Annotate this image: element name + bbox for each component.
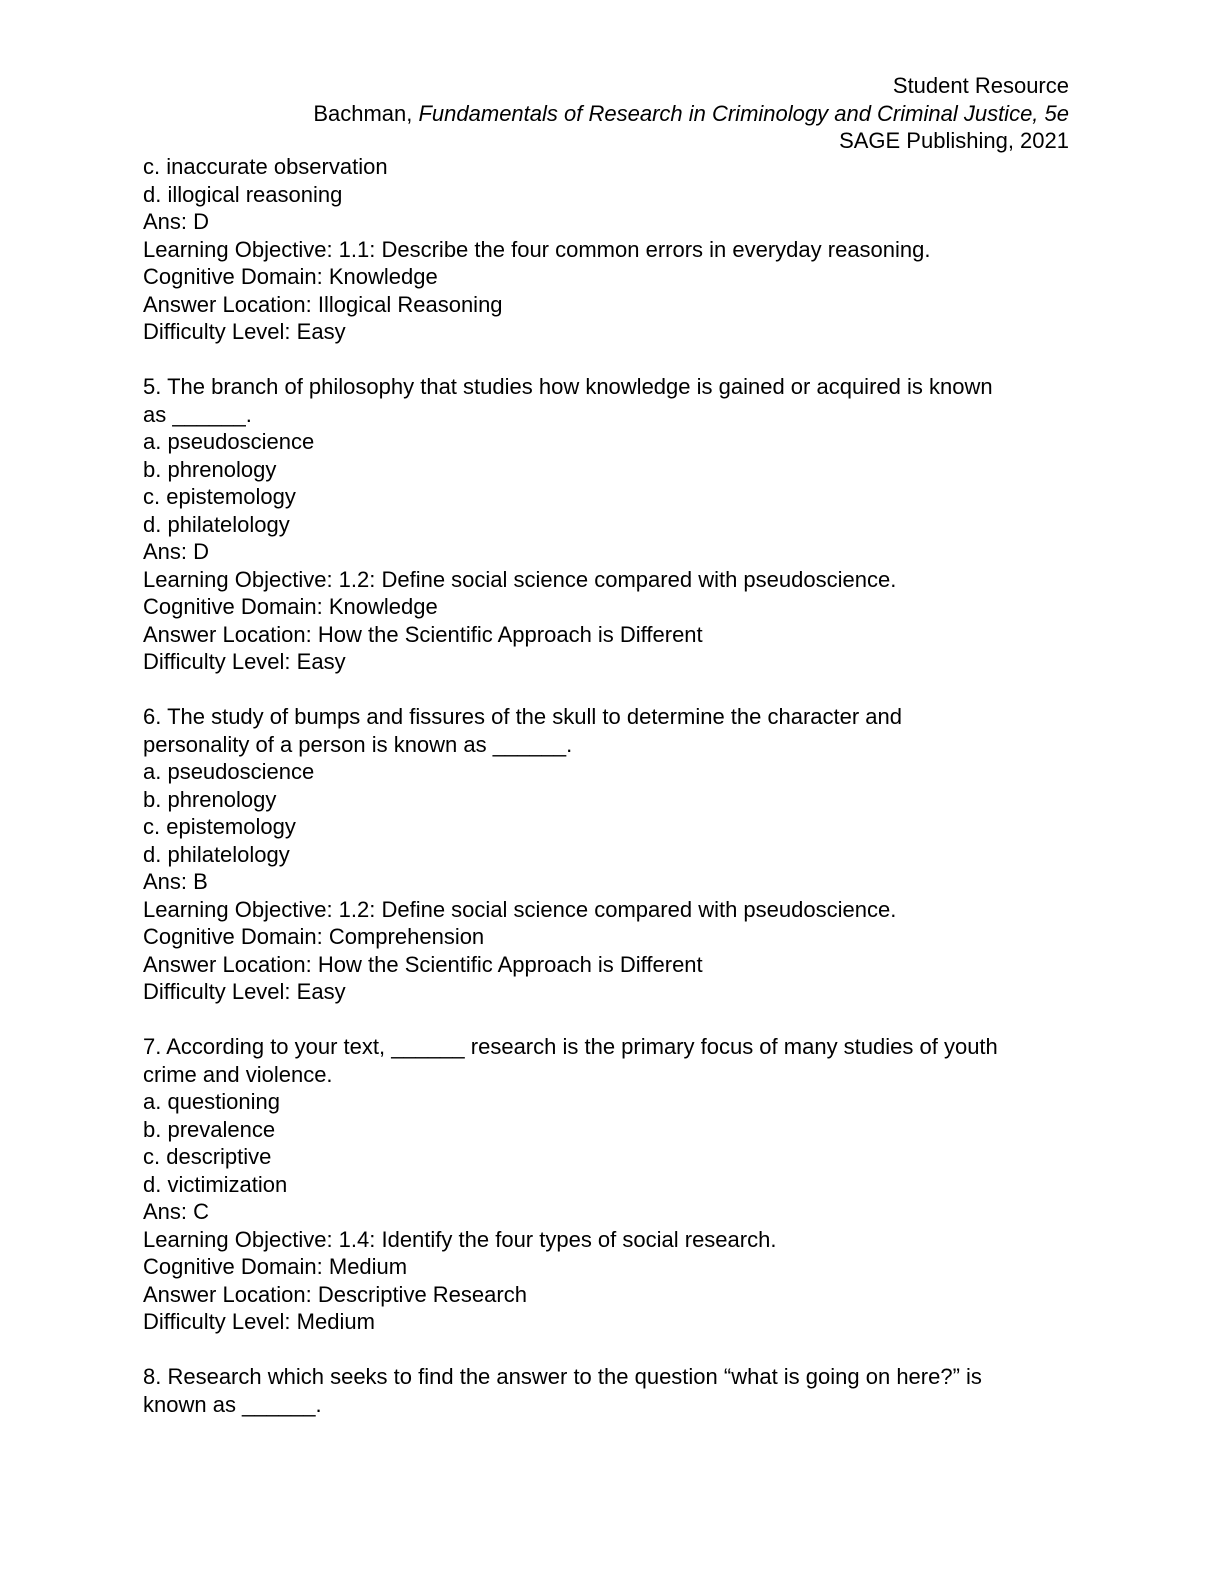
question-5 — [143, 373, 1073, 676]
option-a: a. pseudoscience — [143, 429, 315, 454]
answer: Ans: B — [143, 869, 208, 894]
question-6 — [143, 703, 1073, 1006]
learning-objective: Learning Objective: 1.2: Define social science compared with pseudoscience. — [143, 896, 897, 922]
question-stem: known as ______. — [143, 1391, 322, 1417]
header-book-title: Fundamentals of Research in Criminology and Criminal Justice, 5e — [418, 100, 1069, 126]
cognitive-domain: Cognitive Domain: Knowledge — [143, 264, 438, 289]
spacer — [143, 1006, 1073, 1034]
cognitive-domain: Cognitive Domain: Comprehension — [143, 924, 485, 949]
difficulty-level: Difficulty Level: Easy — [143, 979, 346, 1004]
spacer — [143, 1336, 1073, 1364]
answer-location: Answer Location: Descriptive Research — [143, 1281, 527, 1307]
option-b: b. prevalence — [143, 1116, 276, 1142]
answer: Ans: D — [143, 209, 210, 234]
answer: Ans: C — [143, 1199, 210, 1224]
question-stem: personality of a person is known as ______. — [143, 731, 573, 757]
difficulty-level: Difficulty Level: Medium — [143, 1309, 375, 1334]
cognitive-domain: Cognitive Domain: Knowledge — [143, 594, 438, 619]
question-stem: 5. The branch of philosophy that studies how knowledge is gained or acquired is known — [143, 374, 993, 399]
difficulty-level: Difficulty Level: Easy — [143, 649, 346, 674]
question-stem: 8. Research which seeks to find the answer to the question “what is going on here?” is — [143, 1364, 982, 1389]
page-header — [313, 72, 1069, 155]
question-stem: crime and violence. — [143, 1061, 333, 1087]
question-7 — [143, 1033, 1073, 1336]
header-author: Bachman, — [313, 100, 419, 126]
option-b: b. phrenology — [143, 786, 277, 812]
learning-objective: Learning Objective: 1.2: Define social science compared with pseudoscience. — [143, 566, 897, 592]
answer-location: Answer Location: Illogical Reasoning — [143, 291, 503, 317]
answer-location: Answer Location: How the Scientific Approach is Different — [143, 621, 703, 647]
option-a: a. questioning — [143, 1089, 280, 1114]
spacer — [143, 346, 1073, 374]
difficulty-level: Difficulty Level: Easy — [143, 319, 346, 344]
option-a: a. pseudoscience — [143, 759, 315, 784]
question-4-tail — [143, 153, 1073, 346]
answer-location: Answer Location: How the Scientific Approach is Different — [143, 951, 703, 977]
question-stem: 7. According to your text, ______ research is the primary focus of many studies of youth — [143, 1034, 998, 1059]
option-b: b. phrenology — [143, 456, 277, 482]
learning-objective: Learning Objective: 1.4: Identify the four types of social research. — [143, 1226, 777, 1252]
question-stem: as ______. — [143, 401, 252, 427]
option-d: d. victimization — [143, 1171, 288, 1197]
option-c: c. epistemology — [143, 484, 296, 509]
header-line-3: SAGE Publishing, 2021 — [839, 128, 1069, 153]
header-line-1: Student Resource — [892, 73, 1069, 98]
cognitive-domain: Cognitive Domain: Medium — [143, 1254, 408, 1279]
option-d: d. philatelology — [143, 841, 290, 867]
learning-objective: Learning Objective: 1.1: Describe the four common errors in everyday reasoning. — [143, 236, 931, 262]
option-d: d. philatelology — [143, 511, 290, 537]
document-body — [143, 153, 1073, 1418]
option-c: c. inaccurate observation — [143, 154, 388, 179]
spacer — [143, 676, 1073, 704]
option-d: d. illogical reasoning — [143, 181, 343, 207]
question-8 — [143, 1363, 1073, 1418]
option-c: c. descriptive — [143, 1144, 272, 1169]
question-stem: 6. The study of bumps and fissures of the skull to determine the character and — [143, 704, 903, 729]
header-line-2 — [313, 100, 1069, 128]
option-c: c. epistemology — [143, 814, 296, 839]
answer: Ans: D — [143, 539, 210, 564]
